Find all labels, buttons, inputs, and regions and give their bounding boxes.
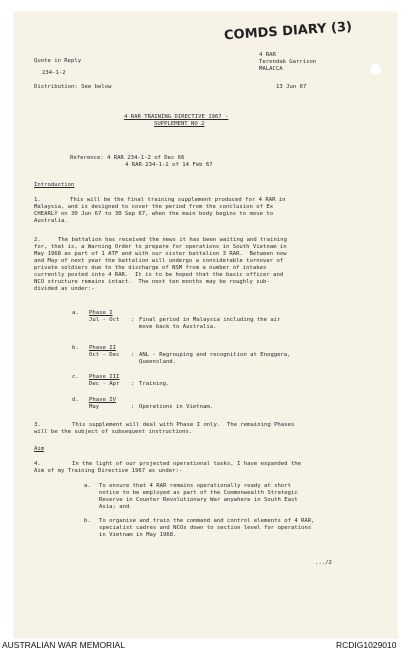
paragraph-line: Malaysia, and is designed to cover the period from the conclusion of Ex: [34, 204, 274, 210]
phase-description: Final period in Malaysia including the air: [139, 317, 281, 323]
phase-name: Phase II: [89, 345, 116, 351]
paragraph-line: NCO structure remains intact. The next ten months may be roughly sub-: [34, 279, 270, 285]
paragraph-line: and May of next year the battalion will undergo a considerable turnover of: [34, 258, 284, 264]
aim-line: in Vietnam in May 1968.: [99, 532, 177, 538]
reference-number: 234-1-2: [42, 70, 66, 76]
phase-description: Training.: [139, 381, 170, 387]
paragraph-line: will be the subject of subsequent instructions.: [34, 429, 193, 435]
quote-label: Quote in Reply: [34, 58, 82, 64]
paragraph-line: May 1968 as part of 1 ATF and with our sister battalion 3 RAR. Between now: [34, 251, 287, 257]
paragraph-line: Aim of my Training Directive 1967 as under:-: [34, 468, 183, 474]
footer-source: AUSTRALIAN WAR MEMORIAL: [2, 640, 125, 650]
aim-letter: a.: [84, 483, 91, 489]
phase-separator: :: [131, 404, 135, 410]
paragraph-line: Australia.: [34, 218, 68, 224]
handwritten-label: COMDS DIARY (3): [223, 19, 353, 44]
phase-description: Queensland.: [139, 359, 177, 365]
phase-period: Oct - Dec: [89, 352, 120, 358]
section-heading: Aim: [34, 446, 45, 452]
phase-separator: :: [131, 317, 135, 323]
aim-line: To organise and train the command and control elements of 4 RAR,: [99, 518, 315, 524]
paragraph-number: 4.: [34, 461, 41, 467]
paragraph-number: 2.: [34, 237, 41, 243]
document-page: [14, 12, 397, 638]
footer-record-id: RCDIG1029010: [336, 640, 397, 650]
document-title: 4 RAR TRAINING DIRECTIVE 1967 -: [124, 114, 229, 120]
phase-separator: :: [131, 381, 135, 387]
phase-separator: :: [131, 352, 135, 358]
paragraph-number: 3.: [34, 422, 41, 428]
paragraph-number: 1.: [34, 197, 41, 203]
paragraph-line: CHEARLY on 30 Jun 67 to 30 Sep 67, when the main body begins to move to: [34, 211, 274, 217]
phase-period: Dec - Apr: [89, 381, 120, 387]
phase-period: Jul - Oct: [89, 317, 120, 323]
phase-period: May: [89, 404, 100, 410]
phase-description: Operations in Vietnam.: [139, 404, 214, 410]
date: 13 Jun 67: [276, 84, 307, 90]
punch-hole: [370, 64, 381, 75]
phase-name: Phase I: [89, 310, 113, 316]
phase-letter: a.: [72, 310, 79, 316]
distribution: Distribution: See below: [34, 84, 112, 90]
phase-description: move back to Australia.: [139, 324, 217, 330]
paragraph-line: This will be the final training supplement produced for 4 RAR in: [70, 197, 286, 203]
location: MALACCA: [259, 66, 283, 72]
paragraph-line: for, that is, a Warning Order to prepare for operations in South Vietnam in: [34, 244, 287, 250]
phase-letter: c.: [72, 374, 79, 380]
paragraph-line: The battalion has received the news it has been waiting and training: [58, 237, 288, 243]
phase-name: Phase III: [89, 374, 120, 380]
garrison: Terendak Garrison: [259, 59, 317, 65]
phase-letter: b.: [72, 345, 79, 351]
reference-line: 4 RAR 234-1-2 of 14 Feb 67: [125, 162, 213, 168]
aim-line: specialist cadres and NCOs down to section level for operations: [99, 525, 312, 531]
aim-letter: b.: [84, 518, 91, 524]
continuation-marker: .../2: [315, 560, 332, 566]
phase-letter: d.: [72, 397, 79, 403]
unit: 4 RAR: [259, 52, 276, 58]
document-subtitle: SUPPLEMENT NO 2: [154, 121, 205, 127]
paragraph-line: currently posted into 4 RAR. It is to be hoped that the basic officer and: [34, 272, 284, 278]
section-heading: Introduction: [34, 182, 75, 188]
paragraph-line: divided as under:-: [34, 286, 95, 292]
aim-line: Reserve in Counter Revolutionary War anywhere in South East: [99, 497, 298, 503]
reference-line: Reference: 4 RAR 234-1-2 of Dec 66: [70, 155, 185, 161]
paragraph-line: This supplement will deal with Phase I only. The remaining Phases: [72, 422, 295, 428]
paragraph-line: private soldiers due to the discharge of NSM from a number of intakes: [34, 265, 267, 271]
aim-line: notice to be employed as part of the Commonwealth Strategic: [99, 490, 298, 496]
paragraph-line: In the light of our projected operational tasks, I have expanded the: [72, 461, 302, 467]
aim-line: Asia; and: [99, 504, 130, 510]
aim-line: To ensure that 4 RAR remains operationally ready at short: [99, 483, 291, 489]
phase-name: Phase IV: [89, 397, 116, 403]
phase-description: ANL - Regrouping and recognition at Enoggera,: [139, 352, 291, 358]
